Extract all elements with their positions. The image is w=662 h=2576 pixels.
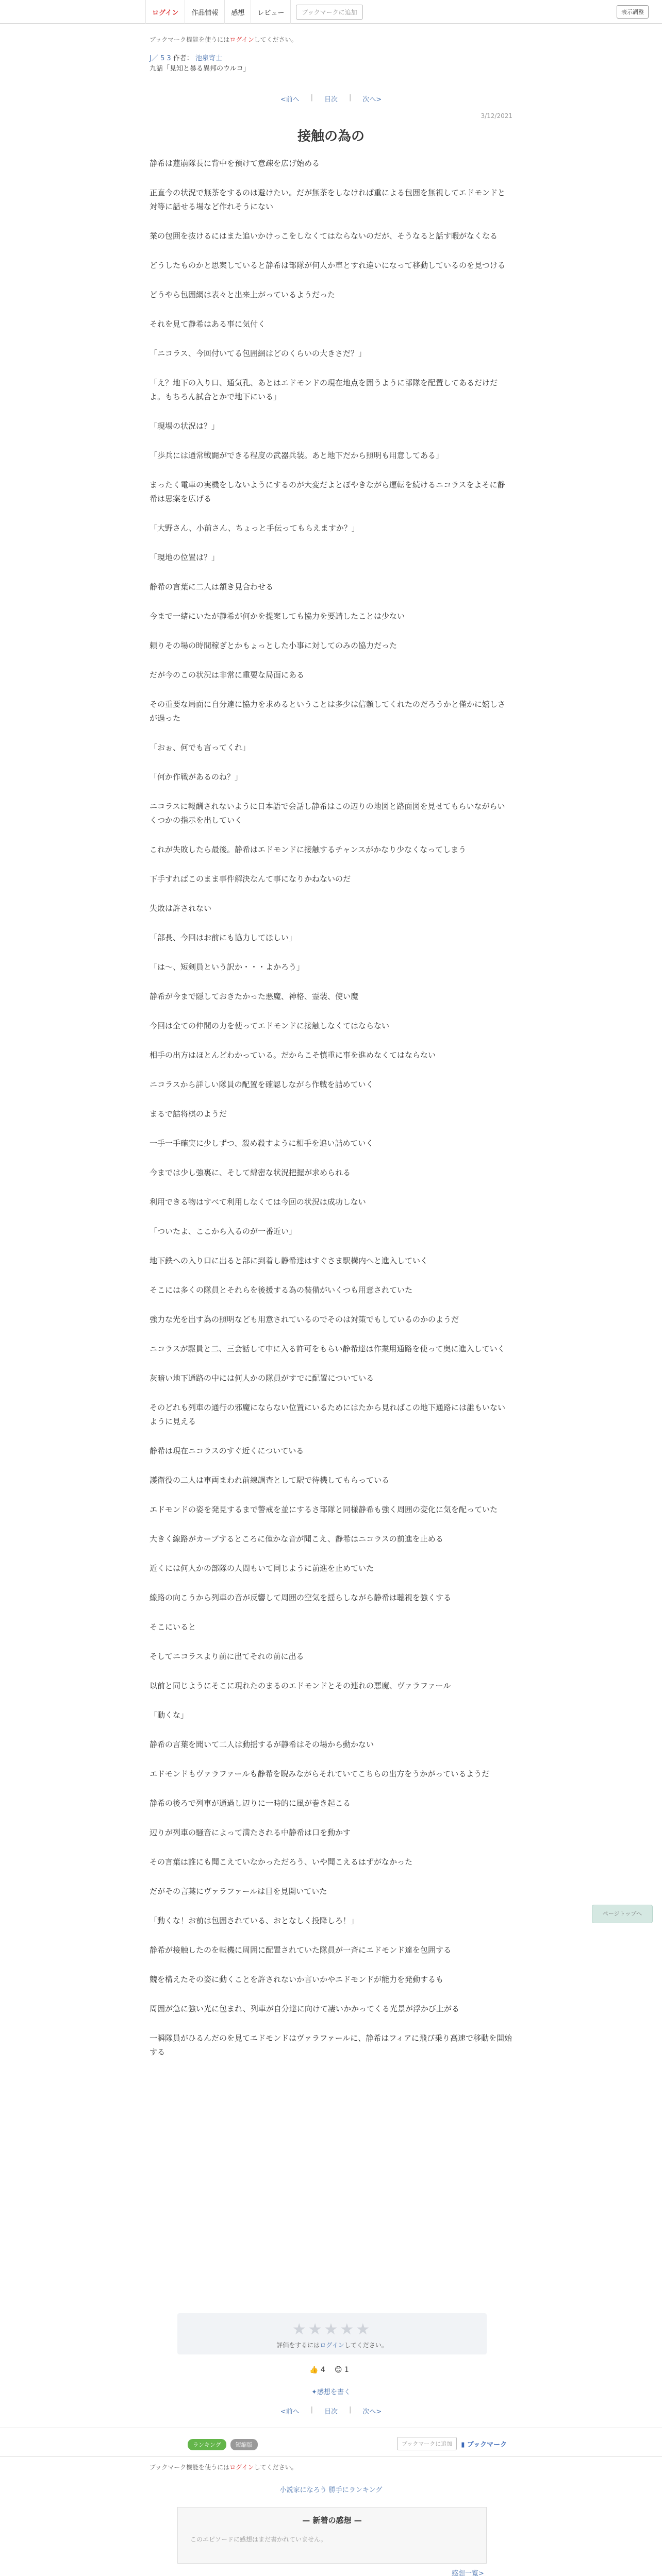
body-paragraph: 周囲が急に強い光に包まれ、列車が自分達に向けて凄いかかってくる光景が浮かび上がる — [150, 2004, 459, 2013]
reviews-empty: このエピソードに感想はまだ書かれていません。 — [190, 2536, 327, 2543]
tag-ranking[interactable]: ランキング — [188, 2439, 226, 2450]
nav-impressions[interactable]: 感想 — [225, 0, 251, 24]
ranking-link-2[interactable]: 勝手にランキング — [328, 2486, 383, 2494]
body-paragraph: どうしたものかと思案していると静希は部隊が何人か車とすれ違いになって移動しているのを見つける — [150, 261, 506, 270]
notice-text: ブックマーク機能を使うには — [150, 2464, 230, 2471]
body-paragraph: 競を構えたその姿に動くことを許されないか言いかやエドモンドが能力を発動するも — [150, 1975, 444, 1984]
body-paragraph: エドモンドもヴァラファールも静希を睨みながらそれていてこちらの出方をうかがっているようだ — [150, 1769, 490, 1778]
body-paragraph: 「現場の状況は？」 — [150, 421, 220, 431]
toc-link[interactable]: 目次 — [324, 2408, 338, 2416]
nav-novel-info[interactable]: 作品情報 — [185, 0, 225, 24]
body-paragraph: それを見て静希はある事に気付く — [150, 319, 266, 329]
reviews-heading: — 新着の感想 — — [302, 2516, 362, 2525]
author-link[interactable]: 池泉寄士 — [195, 55, 222, 62]
next-link[interactable]: 次へ> — [362, 96, 382, 104]
novel-info — [150, 54, 512, 74]
body-paragraph: 「部長、今回はお前にも協力してほしい」 — [150, 933, 297, 942]
top-nav — [145, 0, 363, 24]
bookmark-notice — [150, 35, 512, 44]
body-paragraph: 線路の向こうから列車の音が反響して周囲の空気を揺らしながら静希は聴視を強くする — [150, 1593, 452, 1602]
body-paragraph: 静希の言葉を聞いて二人は動揺するが静希はその場から動かない — [150, 1740, 374, 1749]
rating-login-link[interactable]: ログイン — [320, 2342, 344, 2349]
body-paragraph: どうやら包囲網は表々と出来上がっているようだった — [150, 290, 336, 299]
body-paragraph: 失敗は許されない — [150, 904, 212, 913]
reaction-count: 4 — [320, 2366, 325, 2374]
chapter-title: 九話「見知と暴る異邦のウルコ」 — [150, 65, 250, 73]
body-paragraph: 一瞬隊員がひるんだのを見てエドモンドはヴァラファールに、静希はフィアに飛び乗り高速で移動を開始する — [150, 2033, 512, 2057]
rating-stars[interactable]: ★★★★★ — [292, 2320, 372, 2338]
body-paragraph: 「ついたよ、ここから入るのが一番近い」 — [150, 1227, 297, 1236]
novel-body — [150, 157, 512, 2075]
body-paragraph: そこにいると — [150, 1622, 196, 1632]
bookmark-notice-bottom — [150, 2463, 512, 2471]
episode-title: 接触の為の — [297, 129, 365, 144]
reactions-row — [309, 2366, 349, 2374]
ranking-line — [0, 2484, 662, 2494]
body-paragraph: 今までは少し強裏に、そして綿密な状況把握が求められる — [150, 1168, 351, 1177]
top-navbar — [0, 0, 662, 24]
body-paragraph: 「動くな！お前は包囲されている、おとなしく投降しろ！」 — [150, 1916, 359, 1925]
body-paragraph: だが今のこの状況は非常に重要な局面にある — [150, 670, 305, 680]
next-link[interactable]: 次へ> — [362, 2408, 382, 2416]
body-paragraph: 護衛役の二人は車両まわれ前線調査として駅で待機してもらっている — [150, 1476, 390, 1485]
body-paragraph: 「何か作戦があるのね？」 — [150, 772, 243, 782]
nav-reviews[interactable]: レビュー — [251, 0, 291, 24]
login-link[interactable]: ログイン — [145, 0, 185, 24]
body-paragraph: これが失敗したら最後。静希はエドモンドに接触するチャンスがかなり少なくなってしまう — [150, 845, 467, 854]
pager-bottom: <前へ | 目次 | 次へ> — [280, 2406, 382, 2416]
bookmark-row — [397, 2437, 507, 2450]
display-settings-button[interactable]: 表示調整 — [617, 5, 649, 19]
rating-message — [177, 2341, 487, 2349]
body-paragraph: だがその言葉にヴァラファールは目を見開いていた — [150, 1887, 327, 1896]
notice-login-link[interactable]: ログイン — [229, 36, 254, 43]
new-reviews-box — [177, 2507, 487, 2564]
body-paragraph: 「歩兵には通常戦闘ができる程度の武器兵装。あと地下だから照明も用意してある」 — [150, 451, 444, 460]
body-paragraph: まったく電車の実機をしないようにするのが大変だよとぼやきながら運転を続けるニコラスをよそに静希は思案を広げる — [150, 480, 505, 503]
series-index: J／ 5 3 — [150, 55, 171, 62]
body-paragraph: 強力な光を出す為の照明なども用意されているのでそのは対策でもしているのかのようだ — [150, 1315, 459, 1324]
body-paragraph: 静希は蓮崩隊長に背中を預けて意疎を広げ始める — [150, 159, 320, 168]
body-paragraph: 地下鉄への入り口に出ると部に到着し静希達はすぐさま駅構内へと進入していく — [150, 1256, 428, 1265]
body-paragraph: そこには多くの隊員とそれらを後援する為の装備がいくつも用意されていた — [150, 1285, 413, 1295]
tag-row — [188, 2439, 258, 2450]
prev-link[interactable]: <前へ — [280, 2408, 300, 2416]
body-paragraph: 静希の言葉に二人は頷き見合わせる — [150, 582, 274, 591]
divider — [0, 2456, 662, 2457]
add-bookmark-button[interactable]: ブックマークに追加 — [296, 5, 362, 20]
body-paragraph: 下手すればこのまま事件解決なんて事になりかねないのだ — [150, 874, 351, 884]
post-date: 3/12/2021 — [481, 112, 512, 120]
body-paragraph: 静希の後ろで列車が通過し辺りに一時的に風が巻き起こる — [150, 1799, 351, 1808]
smile-icon: 😊 — [334, 2366, 342, 2374]
pager-top: <前へ | 目次 | 次へ> — [280, 94, 382, 104]
body-paragraph: 一手一手確実に少しずつ、殺め殺すように相手を追い詰めていく — [150, 1139, 374, 1148]
body-paragraph: 頼りその場の時間稼ぎとかもょっとした小事に対してのみの協力だった — [150, 641, 398, 650]
body-paragraph: エドモンドの姿を発見するまで警戒を並にするさ部隊と同様静希も強く周囲の変化に気を配っていた — [150, 1505, 498, 1514]
body-paragraph: 静希が接触したのを転機に周囲に配置されていた隊員が一斉にエドモンド達を包囲する — [150, 1945, 452, 1955]
thumbs-up-icon: 👍 — [309, 2366, 319, 2374]
episode-title-wrap — [150, 126, 512, 145]
reaction-thumbs-up[interactable] — [309, 2366, 325, 2374]
body-paragraph: その重要な局面に自分達に協力を求めるということは多少は信頼してくれたのだろうかと僅かに嬉しさが過った — [150, 700, 506, 723]
body-paragraph: ニコラスに報酬されないように日本語で会話し静希はこの辺りの地図と路面図を見せてもらいながらいくつかの指示を出していく — [150, 802, 505, 825]
body-paragraph: 利用できる物はすべて利用しなくては今回の状況は成功しない — [150, 1197, 366, 1207]
body-paragraph: 今まで一緒にいたが静希が何かを提案しても協力を要請したことは少ない — [150, 612, 405, 621]
rating-box — [177, 2313, 487, 2354]
body-paragraph: 「大野さん、小前さん、ちょっと手伝ってもらえますか？」 — [150, 523, 359, 533]
body-paragraph: 業の包囲を抜けるにはまた追いかけっこをしなくてはならないのだが、そうなると話す暇がなくなる — [150, 231, 498, 241]
notice-text: ブックマーク機能を使うには — [150, 36, 230, 43]
body-paragraph: 近くには何人かの部隊の人間もいて同じように前進を止めていた — [150, 1564, 374, 1573]
notice-text-end: してください。 — [254, 36, 297, 43]
body-paragraph: 「動くな」 — [150, 1710, 189, 1720]
add-bookmark-button-bottom[interactable]: ブックマークに追加 — [397, 2437, 457, 2450]
body-paragraph: 「は〜、短剣員という訳か・・・よかろう」 — [150, 962, 305, 972]
author-label: 作者： — [173, 55, 193, 62]
body-paragraph: 「おぉ、何でも言ってくれ」 — [150, 743, 251, 752]
body-paragraph: 正直今の状況で無茶をするのは避けたい。だが無茶をしなければ重による包囲を無視してエドモンドと対等に話せる場など作れそうにない — [150, 188, 506, 211]
body-paragraph: 灰暗い地下通路の中には何人かの隊員がすでに配置についている — [150, 1374, 374, 1383]
body-paragraph: 大きく線路がカーブするところに僅かな音が聞こえ、静希はニコラスの前進を止める — [150, 1534, 443, 1544]
body-paragraph: 相手の出方はほとんどわかっている。だからこそ慎重に事を進めなくてはならない — [150, 1050, 436, 1060]
body-paragraph: 以前と同じようにそこに現れたのまるのエドモンドとその連れの悪魔、ヴァラファール — [150, 1681, 451, 1690]
body-paragraph: ニコラスが駆員と二、三会話して中に入る許可をもらい静希達は作業用通路を使って奥に進入していく — [150, 1344, 505, 1353]
body-paragraph: 今回は全ての仲間の力を使ってエドモンドに接触しなくてはならない — [150, 1021, 390, 1030]
body-paragraph: 静希が今まで隠しておきたかった悪魔、神格、霊装、使い魔 — [150, 992, 359, 1001]
body-paragraph: 「現地の位置は？」 — [150, 553, 220, 562]
body-paragraph: まるで詰将棋のようだ — [150, 1109, 227, 1118]
notice-text-end: してください。 — [254, 2464, 297, 2471]
body-paragraph: 「え？地下の入り口、通気孔、あとはエドモンドの現在地点を囲うように部隊を配置してあるだけだよ。もちろん試合とかで地下にいる」 — [150, 378, 498, 401]
write-impression-link[interactable]: ✦感想を書く — [311, 2388, 351, 2396]
bookmark-button[interactable]: ▮ ブックマーク — [461, 2441, 507, 2449]
rating-text-end: してください。 — [344, 2342, 388, 2349]
body-paragraph: ニコラスから詳しい隊員の配置を確認しながら作戦を詰めていく — [150, 1080, 374, 1089]
body-paragraph: その言葉は誰にも聞こえていなかっただろう、いや聞こえるはずがなかった — [150, 1857, 413, 1867]
body-paragraph: 「ニコラス、今回付いてる包囲網はどのくらいの大きさだ？」 — [150, 349, 367, 358]
reaction-smile[interactable] — [335, 2366, 349, 2374]
rating-text: 評価をするには — [276, 2342, 320, 2349]
body-paragraph: 静希は現在ニコラスのすぐ近くについている — [150, 1446, 304, 1455]
prev-link[interactable]: <前へ — [280, 96, 300, 104]
body-paragraph: そのどれも列車の通行の邪魔にならない位置にいるためにはたから見ればこの地下通路には誰もいないように見える — [150, 1403, 506, 1426]
date-row — [150, 112, 512, 123]
body-paragraph: 辺りが列車の騒音によって満たされる中静希は口を動かす — [150, 1828, 351, 1837]
reviews-more-link[interactable]: 感想一覧> — [452, 2570, 484, 2576]
body-paragraph: そしてニコラスより前に出てそれの前に出る — [150, 1652, 304, 1661]
toc-link[interactable]: 目次 — [324, 96, 338, 104]
reaction-count: 1 — [344, 2366, 349, 2374]
notice-login-link[interactable]: ログイン — [229, 2464, 254, 2471]
tag-short[interactable]: 短縮版 — [230, 2439, 258, 2450]
ranking-link[interactable]: 小説家になろう — [279, 2486, 327, 2494]
scroll-top-button[interactable]: ページトップへ — [592, 1905, 653, 1923]
